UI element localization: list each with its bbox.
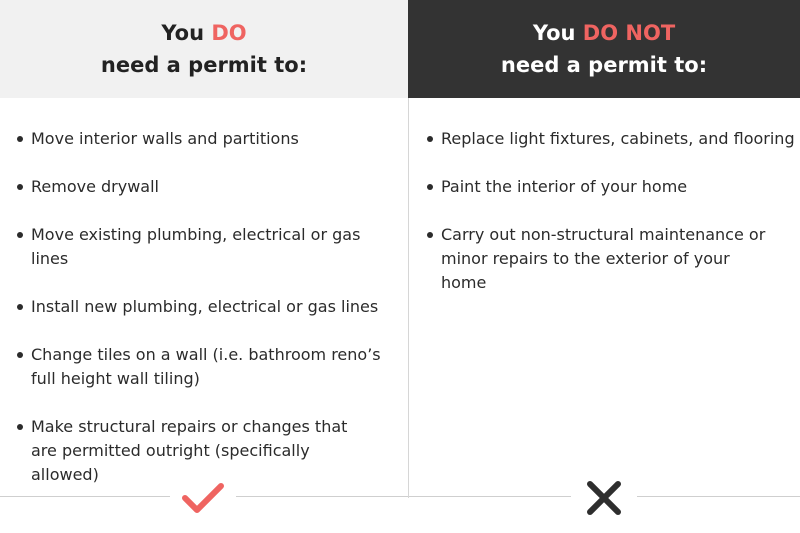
list-item: Remove drywall [16,175,396,199]
do-heading-accent: DO [211,21,247,45]
list-item: Replace light fixtures, cabinets, and flooring [426,127,796,151]
do-not-heading-line1 [533,17,675,49]
list-item: Make structural repairs or changes that are permitted outright (specifically allowed) [16,415,376,487]
bottom-rule-left-b [236,496,408,497]
do-not-heading-accent: DO NOT [582,21,676,45]
bottom-rule-right-b [637,496,800,497]
do-not-permit-list [426,127,796,319]
bottom-rule-left-a [0,496,170,497]
list-item: Paint the interior of your home [426,175,796,199]
do-column-header [0,0,408,98]
list-item: Move existing plumbing, electrical or gas lines [16,223,396,271]
do-heading-line2: need a permit to: [100,53,308,77]
column-divider [408,98,409,498]
do-permit-list [16,127,396,511]
list-item: Move interior walls and partitions [16,127,396,151]
do-heading-line1 [161,17,246,49]
cross-icon [580,478,628,518]
list-item: Carry out non-structural maintenance or minor repairs to the exterior of your home [426,223,776,295]
checkmark-icon [179,478,227,518]
do-not-column-header [408,0,800,98]
do-heading-prefix: You [161,21,212,45]
do-not-heading-prefix: You [532,21,583,45]
do-not-heading-line2: need a permit to: [500,53,708,77]
list-item: Install new plumbing, electrical or gas lines [16,295,396,319]
list-item: Change tiles on a wall (i.e. bathroom reno’s full height wall tiling) [16,343,391,391]
bottom-rule-right-a [409,496,571,497]
